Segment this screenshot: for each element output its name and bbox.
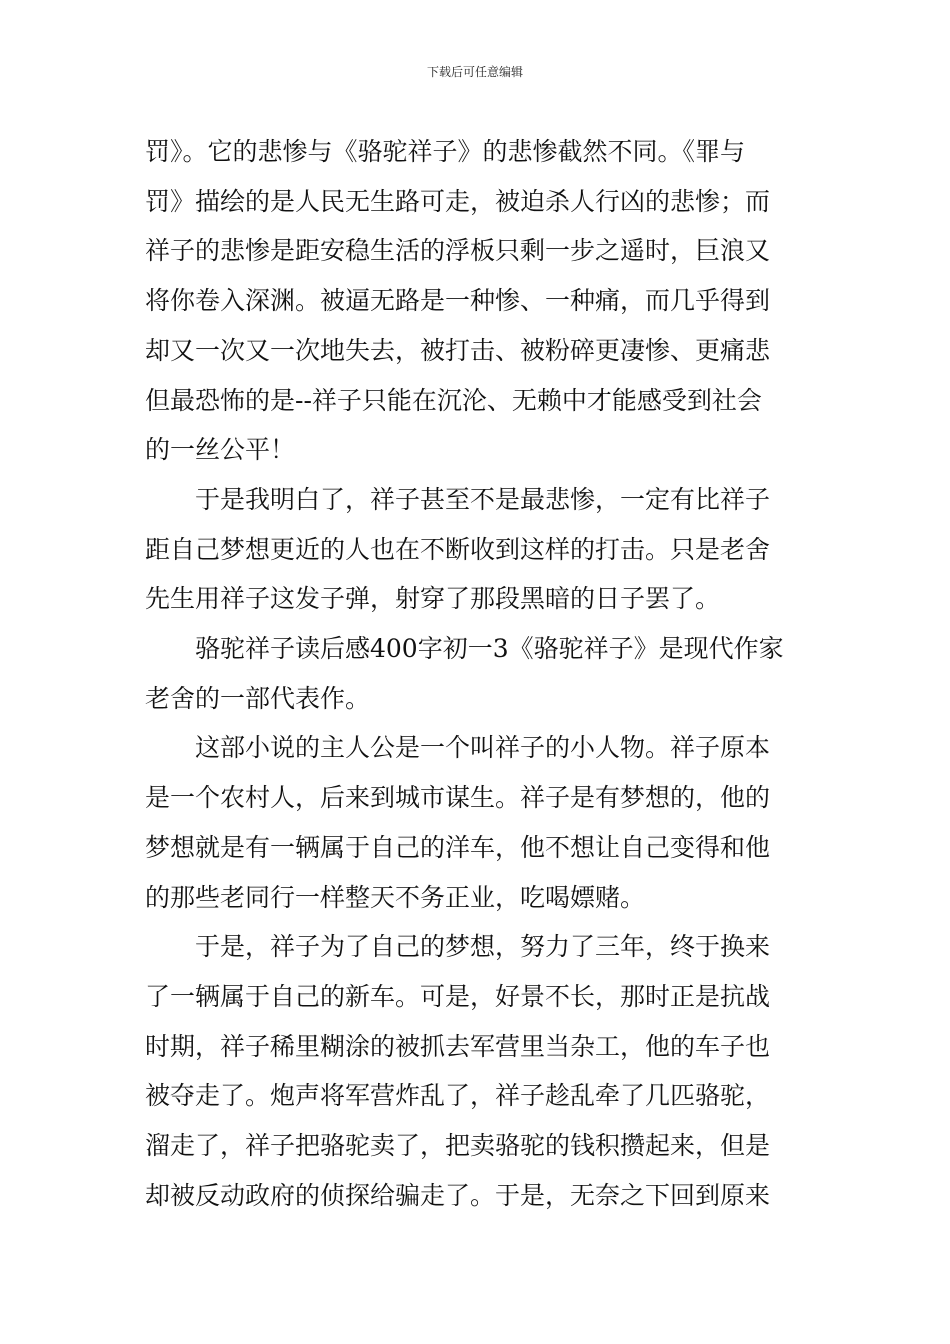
paragraph-5: 于是，祥子为了自己的梦想，努力了三年，终于换来 了一辆属于自己的新车。可是，好景不长，那时正是抗战 时期，祥子稀里糊涂的被抓去军营里当杂工，他的车子也 被夺走了。炮声将军营炸乱了，祥子趁乱牵了几匹骆驼， 溜走了，祥子把骆驼卖了，把卖骆驼的钱积攒起来，但是 却被反动政府的侦探给骗走了。于是，无奈之下回到原来 [145,932,771,1210]
paragraph-1: 罚》。它的悲惨与《骆驼祥子》的悲惨截然不同。《罪与 罚》描绘的是人民无生路可走，被迫杀人行凶的悲惨；而 祥子的悲惨是距安稳生活的浮板只剩一步之遥时，巨浪又 将你卷入深渊。被逼无路是一种惨、一种痛，而几乎得到 却又一次又一次地失去，被打击、被粉碎更凄惨、更痛悲 但最恐怖的是--祥子只能在沉沦、无赖中才能感受到社会 的一丝公平！ [145,137,771,465]
paragraph-2: 于是我明白了，祥子甚至不是最悲惨，一定有比祥子 距自己梦想更近的人也在不断收到这样的打击。只是老舍 先生用祥子这发子弹，射穿了那段黑暗的日子罢了。 [145,484,771,614]
paragraph-3: 骆驼祥子读后感400字初一3《骆驼祥子》是现代作家 老舍的一部代表作。 [145,634,784,713]
paragraph-4: 这部小说的主人公是一个叫祥子的小人物。祥子原本 是一个农村人，后来到城市谋生。祥子是有梦想的，他的 梦想就是有一辆属于自己的洋车，他不想让自己变得和他 的那些老同行一样整天不务正业，吃喝嫖赌。 [145,733,771,912]
page-header: 下载后可任意编辑 [426,65,523,79]
body-text [145,127,810,1220]
